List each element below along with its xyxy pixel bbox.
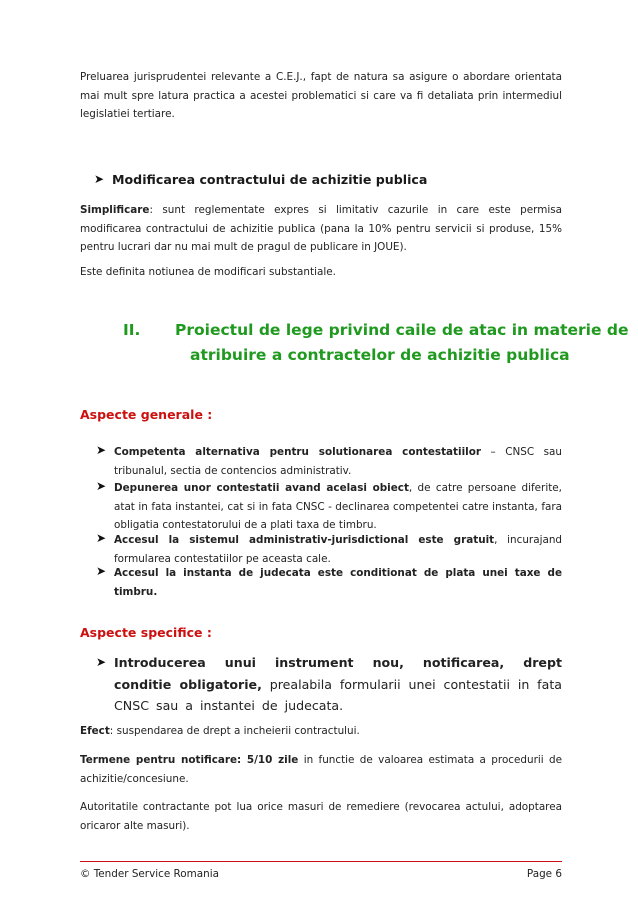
- arrow-bullet-icon: ➤: [96, 655, 107, 669]
- modificare-heading: Modificarea contractului de achizitie publica: [112, 172, 428, 187]
- efect-label: Efect: [80, 725, 110, 737]
- arrow-bullet-icon: ➤: [96, 531, 107, 545]
- arrow-bullet-icon: ➤: [94, 172, 105, 186]
- list-item: [114, 564, 562, 601]
- arrow-bullet-icon: ➤: [96, 564, 107, 578]
- footer-copyright: © Tender Service Romania: [80, 868, 219, 880]
- termene-text: in functie de valoarea estimata a procedurii de achizitie/concesiune.: [80, 754, 562, 785]
- list-item-bold: Depunerea unor contestatii avand acelasi obiect: [114, 482, 409, 494]
- section-title-line2: atribuire a contractelor de achizitie publica: [190, 346, 570, 364]
- section-numeral: II.: [123, 321, 141, 339]
- termene-paragraph: [80, 751, 562, 788]
- simplificare-paragraph: [80, 201, 562, 257]
- efect-paragraph: [80, 722, 562, 741]
- list-item-text: – CNSC sau tribunalul, sectia de contencios administrativ.: [114, 446, 562, 477]
- list-item-bold: Accesul la sistemul administrativ-jurisdictional este gratuit: [114, 534, 495, 546]
- aspecte-specifice-heading: Aspecte specifice :: [80, 625, 212, 640]
- definita-paragraph: Este definita notiunea de modificari substantiale.: [80, 266, 336, 278]
- list-item-text: prealabila formularii unei contestatii in fata CNSC sau a instantei de judecata.: [114, 676, 562, 713]
- autoritati-paragraph: Autoritatile contractante pot lua orice masuri de remediere (revocarea actului, adoptarea oricaror alte masuri).: [80, 801, 562, 832]
- efect-text: : suspendarea de drept a incheierii contractului.: [109, 725, 360, 737]
- footer-divider: [80, 861, 562, 862]
- list-item-text: , incurajand formularea contestatiilor pe aceasta cale.: [114, 534, 563, 565]
- list-item-bold: Competenta alternativa pentru solutionarea contestatiilor: [114, 446, 481, 458]
- termene-label: Termene pentru notificare: 5/10 zile: [80, 754, 299, 766]
- arrow-bullet-icon: ➤: [96, 443, 107, 457]
- arrow-bullet-icon: ➤: [96, 479, 107, 493]
- aspecte-generale-heading: Aspecte generale :: [80, 407, 213, 422]
- list-item: [114, 443, 562, 480]
- simplificare-label: Simplificare: [80, 204, 150, 216]
- list-item-bold: Introducerea unui instrument nou, notificarea, drept conditie obligatorie,: [114, 655, 562, 692]
- list-item-text: , de catre persoane diferite, atat in fata instantei, cat si in fata CNSC - declinarea competentei catre instanta, fara obligatia contestatorului de a plati taxa de timbru.: [114, 482, 562, 531]
- list-item: [114, 479, 562, 535]
- list-item: [114, 531, 562, 568]
- page-number: Page 6: [526, 868, 562, 880]
- simplificare-text: : sunt reglementate expres si limitativ cazurile in care este permisa modificarea contractului de achizitie publica (pana la 10% pentru servicii si produse, 15% pentru lucrari dar nu mai mult de pragul de publicare in JOUE).: [80, 204, 562, 253]
- section-title-line1: Proiectul de lege privind caile de atac in materie de: [175, 321, 629, 339]
- list-item-bold: Accesul la instanta de judecata este conditionat de plata unei taxe de timbru.: [114, 567, 562, 598]
- intro-paragraph: Preluarea jurisprudentei relevante a C.E.J., fapt de natura sa asigure o abordare orientata mai mult spre latura practica a acestei problematici si care va fi detaliata prin intermediul legislatiei tertiare.: [80, 71, 562, 120]
- list-item: [114, 652, 562, 717]
